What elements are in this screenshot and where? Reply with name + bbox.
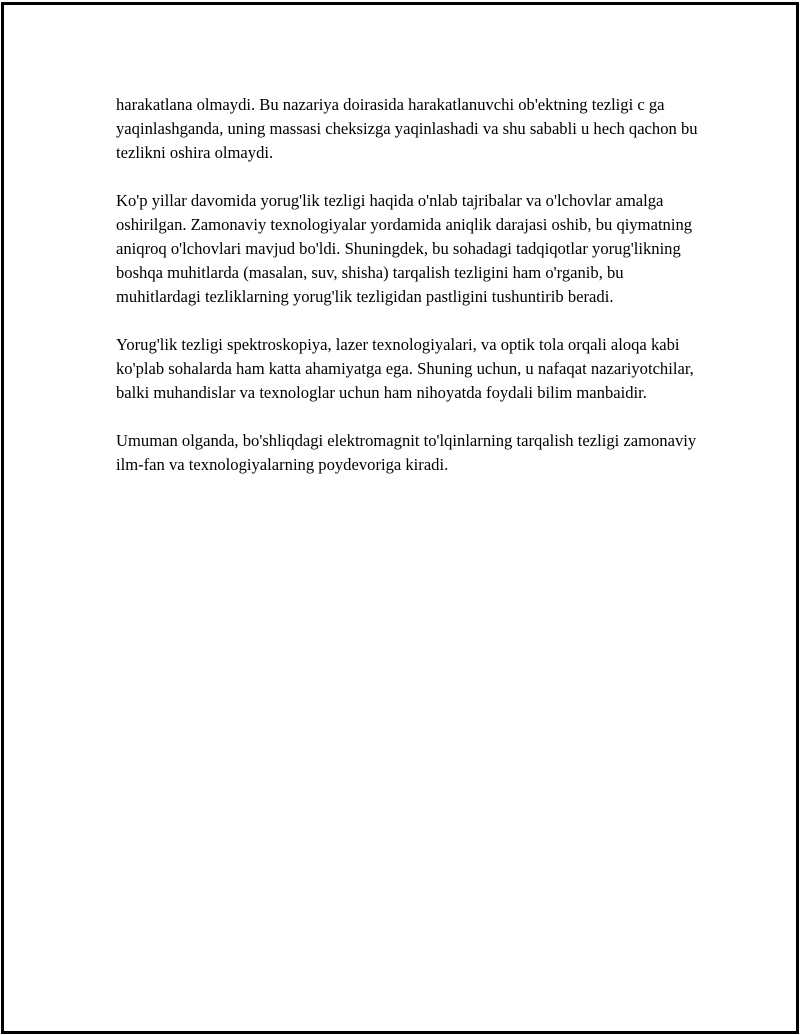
paragraph-3: Yorug'lik tezligi spektroskopiya, lazer texnologiyalari, va optik tola orqali aloqa kabi ko'plab sohalarda ham katta ahamiyatga ega. Shuning uchun, u nafaqat nazariyotchilar, balki muhandislar va texnologlar uchun ham nihoyatda foydali bilim manbaidir. bbox=[116, 335, 694, 402]
paragraph-4: Umuman olganda, bo'shliqdagi elektromagnit to'lqinlarning tarqalish tezligi zamonaviy ilm-fan va texnologiyalarning poydevoriga kiradi. bbox=[116, 431, 697, 474]
page-content bbox=[116, 93, 706, 501]
paragraph-2: Ko'p yillar davomida yorug'lik tezligi haqida o'nlab tajribalar va o'lchovlar amalga oshirilgan. Zamonaviy texnologiyalar yordamida aniqlik darajasi oshib, bu qiymatning aniqroq o'lchovlari mavjud bo'ldi. Shuningdek, bu sohadagi tadqiqotlar yorug'likning boshqa muhitlarda (masalan, suv, shisha) tarqalish tezligini ham o'rganib, bu muhitlardagi tezliklarning yorug'lik tezligidan pastligini tushuntirib beradi. bbox=[116, 191, 693, 306]
paragraph-1: harakatlana olmaydi. Bu nazariya doirasida harakatlanuvchi ob'ektning tezligi c ga yaqinlashganda, uning massasi cheksizga yaqinlashadi va shu sababli u hech qachon bu tezlikni oshira olmaydi. bbox=[116, 95, 698, 162]
